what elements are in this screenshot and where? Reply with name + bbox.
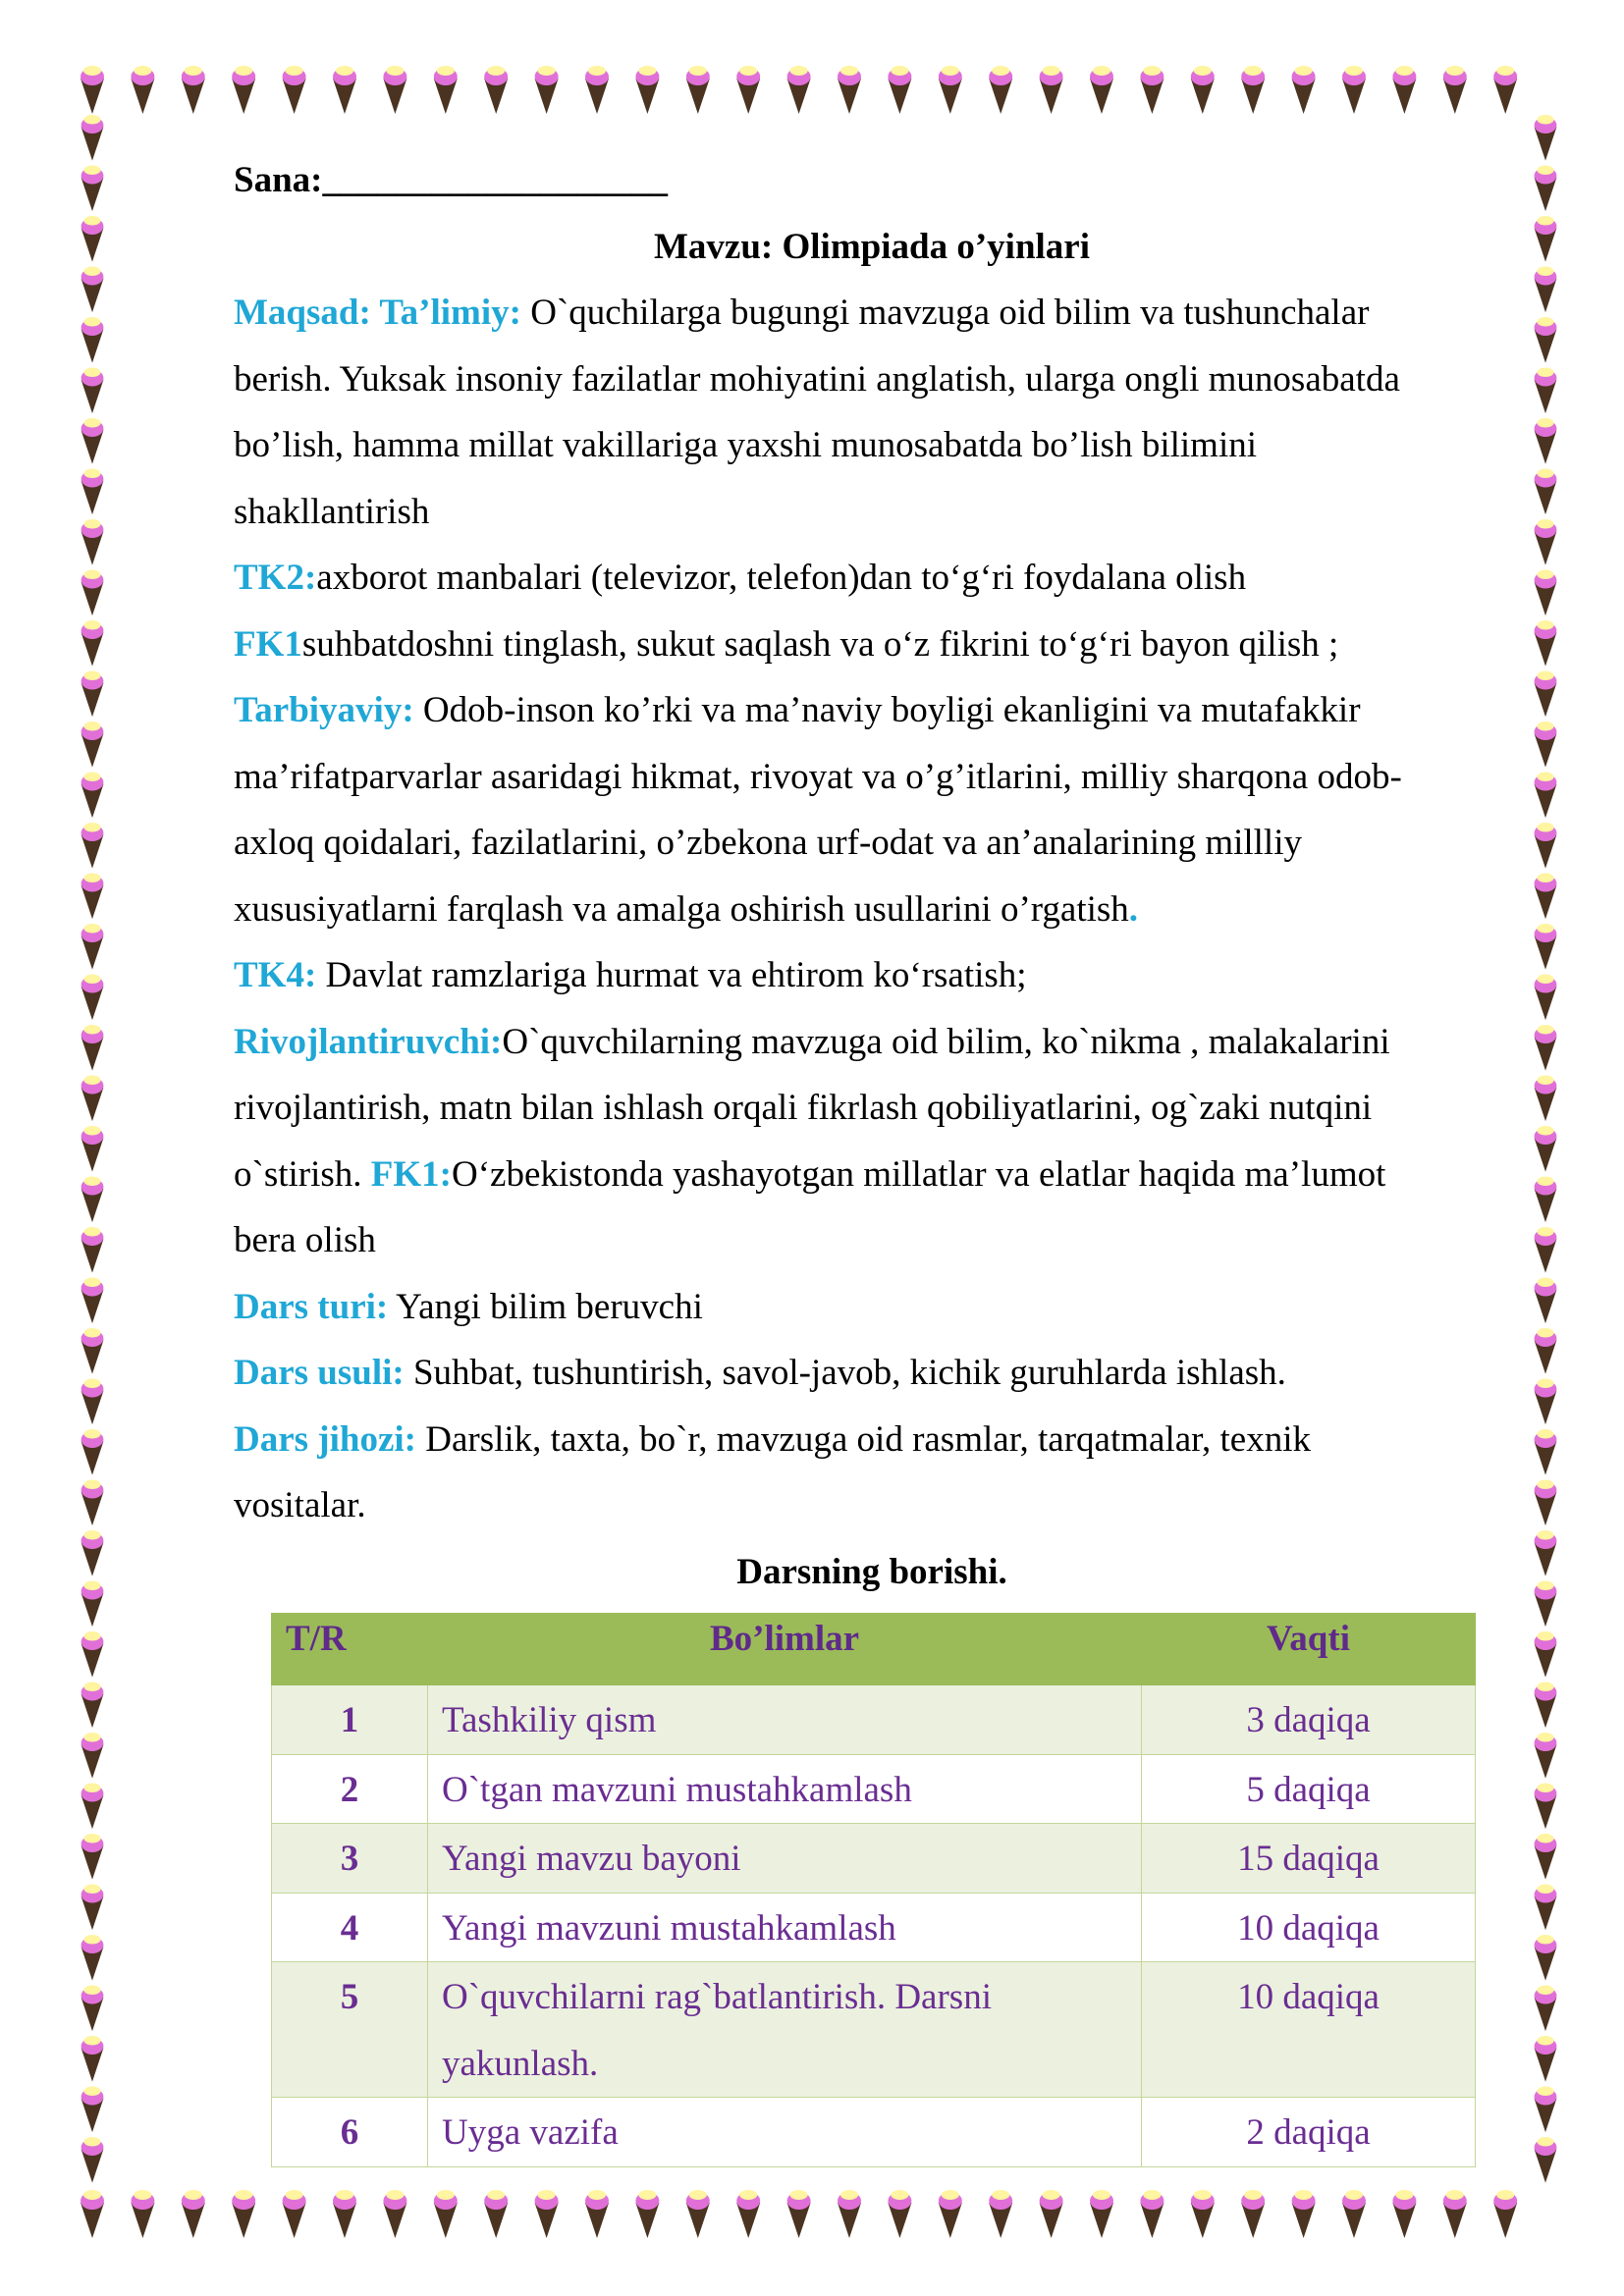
ice-cream-cone-icon (1342, 66, 1366, 114)
ice-cream-cone-icon (81, 418, 104, 464)
ice-cream-cone-icon (81, 469, 104, 515)
label-dars-jihozi: Dars jihozi: (234, 1418, 416, 1460)
ice-cream-cone-icon (81, 1379, 104, 1425)
ice-cream-cone-icon (131, 2190, 154, 2238)
table-row (272, 2098, 1476, 2167)
ice-cream-cone-icon (838, 66, 861, 114)
column-header-time: Vaqti (1142, 1614, 1476, 1685)
ice-cream-cone-icon (1443, 2190, 1467, 2238)
ice-cream-cone-icon (1535, 2087, 1557, 2133)
ice-cream-cone-icon (1535, 469, 1557, 515)
ice-cream-cone-icon (1535, 1834, 1557, 1880)
ice-cream-cone-icon (182, 2190, 205, 2238)
ice-cream-cone-icon (939, 66, 962, 114)
ice-cream-cone-icon (1040, 66, 1063, 114)
ice-cream-cone-icon (81, 1530, 104, 1576)
ice-cream-cone-icon (585, 66, 609, 114)
ice-cream-cone-icon (1535, 1227, 1557, 1273)
ice-cream-cone-icon (1535, 317, 1557, 363)
ice-cream-cone-icon (1535, 1530, 1557, 1576)
ice-cream-cone-icon (434, 2190, 458, 2238)
ice-cream-cone-icon (81, 570, 104, 616)
table-row (272, 1754, 1476, 1824)
date-line (234, 147, 1510, 214)
ice-cream-cone-icon (1535, 1379, 1557, 1425)
ice-cream-cone-icon (1535, 874, 1557, 920)
label-fk1-second: FK1: (370, 1153, 452, 1195)
ice-cream-cone-icon (1191, 2190, 1215, 2238)
ice-cream-cone-icon (1535, 1278, 1557, 1324)
ice-cream-cone-icon (1535, 1631, 1557, 1678)
ice-cream-cone-icon (81, 671, 104, 718)
ice-cream-cone-icon (1090, 66, 1113, 114)
table-header-row (272, 1614, 1476, 1685)
ice-cream-cone-icon (81, 1480, 104, 1526)
ice-cream-cone-icon (888, 66, 911, 114)
label-dars-turi: Dars turi: (234, 1286, 389, 1327)
ice-cream-cone-icon (81, 2036, 104, 2082)
ice-cream-cone-icon (131, 66, 154, 114)
line-6: Tarbiyaviy: Odob-inson ko’rki va ma’naviy boyligi ekanligini va mutafakkir (234, 690, 1361, 730)
ice-cream-cone-icon (1535, 721, 1557, 768)
ice-cream-cone-icon (81, 1986, 104, 2032)
ice-cream-cone-icon (81, 1935, 104, 1981)
line-14: bera olish (234, 1220, 376, 1260)
ice-cream-cone-icon (1535, 1986, 1557, 2032)
ice-cream-cone-icon (1443, 66, 1467, 114)
line-4: TK2:axborot manbalari (televizor, telefon)dan to‘g‘ri foydalana olish (234, 558, 1247, 598)
ice-cream-cone-icon (787, 66, 811, 114)
ice-cream-cone-icon (989, 66, 1012, 114)
ice-cream-cone-icon (1535, 570, 1557, 616)
column-header-number: T/R (272, 1614, 428, 1685)
row-section: Yangi mavzuni mustahkamlash (428, 1893, 1142, 1962)
ice-cream-cone-icon (383, 66, 406, 114)
ice-cream-cone-icon (736, 2190, 760, 2238)
line-17: Dars jihozi: Darslik, taxta, bo`r, mavzuga oid rasmlar, tarqatmalar, texnik (234, 1418, 1311, 1460)
line-10: TK4: Davlat ramzlariga hurmat va ehtirom ko‘rsatish; (234, 955, 1027, 995)
ice-cream-cone-icon (1535, 368, 1557, 414)
ice-cream-cone-icon (1241, 2190, 1265, 2238)
ice-cream-cone-icon (1342, 2190, 1366, 2238)
ice-cream-cone-icon (1535, 671, 1557, 718)
ice-cream-cone-icon (1535, 216, 1557, 262)
ice-cream-cone-icon (1535, 620, 1557, 667)
ice-cream-cone-icon (1535, 1076, 1557, 1122)
ice-cream-cone-icon (1535, 823, 1557, 869)
ice-cream-cone-icon (182, 66, 205, 114)
ice-cream-cone-icon (1535, 418, 1557, 464)
ice-cream-cone-icon (1392, 2190, 1416, 2238)
ice-cream-cone-icon (939, 2190, 962, 2238)
ice-cream-cone-icon (81, 1328, 104, 1374)
ice-cream-cone-icon (81, 1177, 104, 1223)
row-section: O`tgan mavzuni mustahkamlash (428, 1754, 1142, 1824)
row-section: Uyga vazifa (428, 2098, 1142, 2167)
ice-cream-cone-icon (333, 2190, 356, 2238)
ice-cream-cone-icon (81, 1227, 104, 1273)
ice-cream-cone-icon (1535, 166, 1557, 212)
ice-cream-cone-icon (333, 66, 356, 114)
ice-cream-cone-icon (535, 2190, 559, 2238)
ice-cream-cone-icon (81, 2087, 104, 2133)
row-time: 10 daqiqa (1142, 1962, 1476, 2098)
ice-cream-cone-icon (1535, 2137, 1557, 2183)
row-section: Yangi mavzu bayoni (428, 1824, 1142, 1894)
ice-cream-cone-icon (81, 1784, 104, 1830)
ice-cream-cone-icon (1493, 66, 1517, 114)
label-rivojlantiruvchi: Rivojlantiruvchi: (234, 1021, 503, 1062)
ice-cream-cone-icon (81, 2137, 104, 2183)
ice-cream-cone-icon (635, 2190, 659, 2238)
row-time: 5 daqiqa (1142, 1754, 1476, 1824)
table-row (272, 1824, 1476, 1894)
lesson-plan-table (271, 1613, 1476, 2167)
ice-cream-cone-icon (1535, 1733, 1557, 1779)
ice-cream-cone-icon (686, 2190, 710, 2238)
ice-cream-cone-icon (1191, 66, 1215, 114)
ice-cream-cone-icon (81, 975, 104, 1021)
ice-cream-cone-icon (1535, 1429, 1557, 1475)
row-time: 15 daqiqa (1142, 1824, 1476, 1894)
ice-cream-cone-icon (1040, 2190, 1063, 2238)
line-15: Dars turi: Yangi bilim beruvchi (234, 1286, 703, 1327)
ice-cream-cone-icon (81, 1581, 104, 1628)
ice-cream-cone-icon (1535, 1328, 1557, 1374)
ice-cream-cone-icon (989, 2190, 1012, 2238)
ice-cream-cone-icon (81, 1885, 104, 1931)
ice-cream-cone-icon (1241, 66, 1265, 114)
ice-cream-cone-icon (635, 66, 659, 114)
line-0: Maqsad: Ta’limiy: O`quchilarga bugungi mavzuga oid bilim va tushunchalar (234, 293, 1370, 333)
ice-cream-cone-icon (81, 115, 104, 161)
row-number: 1 (272, 1685, 428, 1755)
line-8: axloq qoidalari, fazilatlarini, o’zbekona urf-odat va an’analarining millliy (234, 823, 1302, 863)
ice-cream-cone-icon (81, 1278, 104, 1324)
ice-cream-cone-icon (81, 1126, 104, 1172)
label-tk2: TK2: (234, 558, 317, 598)
ice-cream-cone-icon (232, 2190, 255, 2238)
line-13: o`stirish. FK1:O‘zbekistonda yashayotgan millatlar va elatlar haqida ma’lumot (234, 1153, 1386, 1195)
ice-cream-cone-icon (81, 267, 104, 313)
row-time: 10 daqiqa (1142, 1893, 1476, 1962)
ice-cream-cone-icon (838, 2190, 861, 2238)
row-section: Tashkiliy qism (428, 1685, 1142, 1755)
ice-cream-cone-icon (81, 1631, 104, 1678)
ice-cream-cone-icon (1535, 975, 1557, 1021)
ice-cream-cone-icon (1535, 1126, 1557, 1172)
label-dars-usuli: Dars usuli: (234, 1353, 405, 1393)
ice-cream-cone-icon (1535, 1480, 1557, 1526)
ice-cream-cone-icon (787, 2190, 811, 2238)
date-label: Sana: (234, 160, 323, 200)
ice-cream-cone-icon (1535, 1682, 1557, 1729)
ice-cream-cone-icon (1535, 773, 1557, 819)
label-maqsad: Maqsad: Ta’limiy: (234, 293, 521, 333)
line-2: bo’lish, hamma millat vakillariga yaxshi munosabatda bo’lish bilimini (234, 425, 1257, 465)
ice-cream-cone-icon (1535, 519, 1557, 565)
date-blank: ___________________ (322, 160, 668, 200)
ice-cream-cone-icon (81, 1682, 104, 1729)
ice-cream-cone-icon (283, 2190, 306, 2238)
ice-cream-cone-icon (81, 2190, 104, 2238)
ice-cream-cone-icon (1535, 115, 1557, 161)
ice-cream-cone-icon (1535, 1581, 1557, 1628)
ice-cream-cone-icon (1292, 2190, 1316, 2238)
ice-cream-cone-icon (81, 216, 104, 262)
ice-cream-cone-icon (81, 368, 104, 414)
ice-cream-cone-icon (1535, 1177, 1557, 1223)
ice-cream-cone-icon (1535, 1885, 1557, 1931)
ice-cream-cone-icon (1535, 924, 1557, 970)
ice-cream-cone-icon (1535, 2036, 1557, 2082)
column-header-section: Bo’limlar (428, 1614, 1142, 1685)
ice-cream-cone-icon (81, 66, 104, 114)
ice-cream-cone-icon (81, 1733, 104, 1779)
line-11: Rivojlantiruvchi:O`quvchilarning mavzuga oid bilim, ko`nikma , malakalarini (234, 1021, 1390, 1062)
label-fk1: FK1 (234, 623, 302, 665)
ice-cream-cone-icon (888, 2190, 911, 2238)
ice-cream-cone-icon (81, 317, 104, 363)
line-7: ma’rifatparvarlar asaridagi hikmat, rivoyat va o’g’itlarini, milliy sharqona odob- (234, 756, 1402, 797)
topic-title: Mavzu: Olimpiada o’yinlari (654, 226, 1090, 267)
lesson-plan-text (234, 147, 1510, 1605)
ice-cream-cone-icon (81, 166, 104, 212)
table-row (272, 1962, 1476, 2098)
line-12: rivojlantirish, matn bilan ishlash orqali fikrlash qobiliyatlarini, og`zaki nutqini (234, 1088, 1373, 1128)
ice-cream-cone-icon (81, 620, 104, 667)
row-section: O`quvchilarni rag`batlantirish. Darsni yakunlash. (428, 1962, 1142, 2098)
table-row (272, 1685, 1476, 1755)
line-3: shakllantirish (234, 491, 430, 532)
ice-cream-cone-icon (1535, 1784, 1557, 1830)
label-tarbiyaviy: Tarbiyaviy: (234, 690, 414, 730)
ice-cream-cone-icon (81, 721, 104, 768)
ice-cream-cone-icon (434, 66, 458, 114)
ice-cream-cone-icon (81, 924, 104, 970)
ice-cream-cone-icon (81, 1025, 104, 1071)
ice-cream-cone-icon (283, 66, 306, 114)
ice-cream-cone-icon (1535, 267, 1557, 313)
line-9: xususiyatlarni farqlash va amalga oshirish usullarini o’rgatish. (234, 888, 1139, 930)
ice-cream-cone-icon (736, 66, 760, 114)
ice-cream-cone-icon (1090, 2190, 1113, 2238)
ice-cream-cone-icon (81, 823, 104, 869)
row-time: 2 daqiqa (1142, 2098, 1476, 2167)
ice-cream-cone-icon (535, 66, 559, 114)
ice-cream-cone-icon (81, 1834, 104, 1880)
ice-cream-cone-icon (383, 2190, 406, 2238)
ice-cream-cone-icon (81, 874, 104, 920)
row-number: 3 (272, 1824, 428, 1894)
ice-cream-cone-icon (1140, 2190, 1164, 2238)
row-number: 5 (272, 1962, 428, 2098)
ice-cream-cone-icon (484, 2190, 508, 2238)
row-number: 6 (272, 2098, 428, 2167)
row-number: 4 (272, 1893, 428, 1962)
line-16: Dars usuli: Suhbat, tushuntirish, savol-javob, kichik guruhlarda ishlash. (234, 1353, 1286, 1393)
ice-cream-cone-icon (1535, 1025, 1557, 1071)
ice-cream-cone-icon (484, 66, 508, 114)
ice-cream-cone-icon (585, 2190, 609, 2238)
ice-cream-cone-icon (1535, 1935, 1557, 1981)
ice-cream-cone-icon (1292, 66, 1316, 114)
table-row (272, 1893, 1476, 1962)
row-number: 2 (272, 1754, 428, 1824)
ice-cream-cone-icon (1140, 66, 1164, 114)
label-tk4: TK4: (234, 955, 317, 995)
ice-cream-cone-icon (1493, 2190, 1517, 2238)
ice-cream-cone-icon (1392, 66, 1416, 114)
ice-cream-cone-icon (81, 1429, 104, 1475)
line-5: FK1suhbatdoshni tinglash, sukut saqlash va o‘z fikrini to‘g‘ri bayon qilish ; (234, 623, 1339, 665)
line-1: berish. Yuksak insoniy fazilatlar mohiyatini anglatish, ularga ongli munosabatda (234, 358, 1400, 400)
ice-cream-cone-icon (81, 519, 104, 565)
ice-cream-cone-icon (686, 66, 710, 114)
line-18: vositalar. (234, 1485, 366, 1525)
ice-cream-cone-icon (81, 1076, 104, 1122)
row-time: 3 daqiqa (1142, 1685, 1476, 1755)
ice-cream-cone-icon (81, 773, 104, 819)
plan-title: Darsning borishi. (736, 1551, 1007, 1592)
ice-cream-cone-icon (232, 66, 255, 114)
